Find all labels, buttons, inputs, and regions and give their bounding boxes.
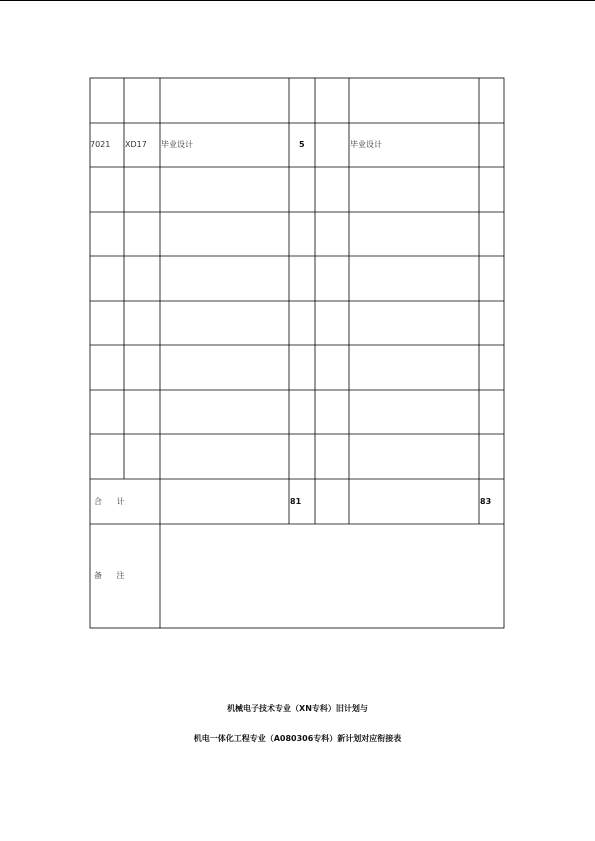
- new-course-name: 毕业设计: [350, 140, 382, 149]
- old-course-credits: 5: [299, 140, 305, 149]
- new-course-code: XD17: [125, 140, 147, 149]
- remarks-label: 备 注: [94, 571, 131, 580]
- new-total-credits: 83: [480, 497, 492, 506]
- old-course-code: 7021: [90, 140, 111, 149]
- old-course-name: 毕业设计: [161, 140, 193, 149]
- total-label: 合 计: [94, 497, 131, 506]
- caption-line-1: 机械电子技术专业（XN专科）旧计划与: [227, 704, 368, 713]
- caption-line-2: 机电一体化工程专业（A080306专科）新计划对应衔接表: [193, 734, 402, 743]
- old-total-credits: 81: [290, 497, 302, 506]
